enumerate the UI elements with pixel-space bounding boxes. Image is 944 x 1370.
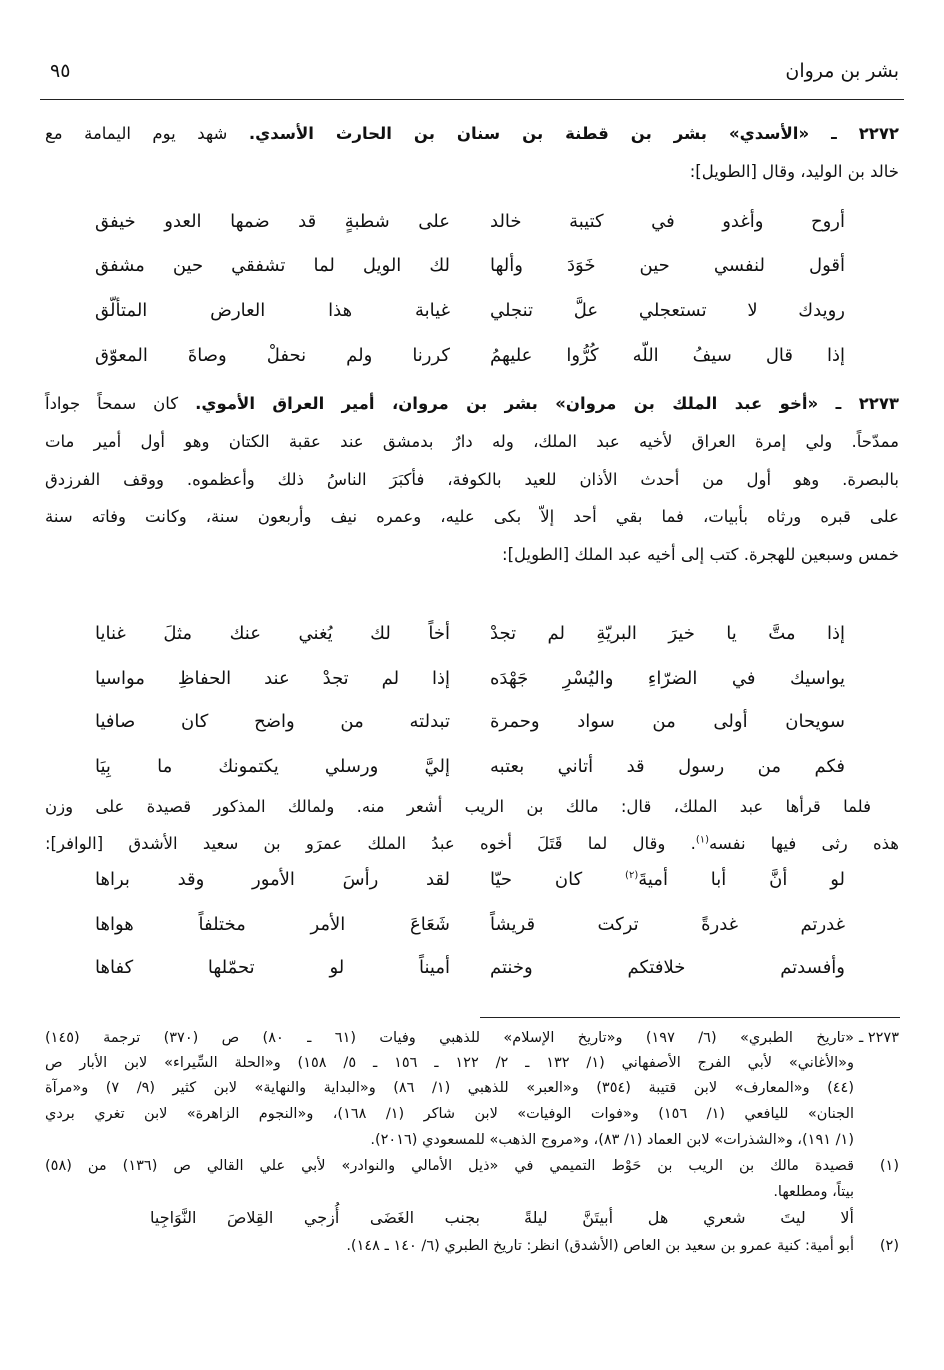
entry-text: . وقال لما قَتَلَ أخوه عبدُ الملك عمرَو بن سعيد الأشدق [الوافر]: xyxy=(45,834,696,853)
hemistich-second: أميناً لو تحمّلها كفاها xyxy=(95,957,450,978)
footnote-line: (٤٤) و«المعارف» لابن قتيبة (٣٥٤) و«العبر» للذهبي (١/ ٨٦) و«البداية والنهاية» لابن كثير (٩/ ٧) و«مرآة xyxy=(45,1080,854,1096)
verse xyxy=(95,668,845,689)
hemistich-first: غدرتم غدرةً تركت قريشاً xyxy=(490,914,845,935)
footnote-ref-2[interactable]: (٢) xyxy=(625,870,639,881)
footnote-line: و«الأغاني» لأبي الفرج الأصفهاني (١/ ١٣٢ ـ ٢/ ١٢٢ ـ ١٥٦ ـ ٥/ ١٥٨) و«الحلة السِّيراء» لابن الأبار ص xyxy=(45,1055,855,1071)
entry-text: شهد يوم اليمامة مع xyxy=(45,124,228,143)
footnote-rule xyxy=(480,1017,900,1018)
entry-heading: ٢٢٧٣ ـ «أخو عبد الملك بن مروان» بشر بن مروان، أمير العراق الأموي. xyxy=(195,394,900,413)
hemistich-second: لك الويل لما تشفقي حين مشفق xyxy=(95,255,450,276)
hemistich-first: أروح وأغدو في كتيبة خالد xyxy=(490,211,845,232)
entry-heading-line xyxy=(45,124,899,143)
running-title: بشر بن مروان xyxy=(785,60,899,82)
header-rule xyxy=(40,99,904,100)
footnote-line: «تاريخ الطبري» (٦/ ١٩٧) و«تاريخ الإسلام» للذهبي وفيات (٦١ ـ ٨٠) ص (٣٧٠) ترجمة (١٤٥) xyxy=(45,1030,854,1046)
hemistich-first: ألا ليتَ شعري هل أبيتَنَّ ليلةً xyxy=(524,1208,854,1227)
hemistich-second: إذا لم تجدْ عند الحفاظِ مواسيا xyxy=(95,668,450,689)
hemistich-text: كان حيّا xyxy=(490,869,583,890)
footnote-line: الجنان» لليافعي (١/ ١٥٦) و«فوات الوفيات» لابن شاكر (١/ ١٦٨)، و«النجوم الزاهرة» لابن تغري بردي xyxy=(45,1106,854,1122)
hemistich-first: رويدك لا تستعجلي علَّ تنجلي xyxy=(490,300,845,321)
entry-heading-line xyxy=(45,394,899,413)
footnote-line: أبو أمية: كنية عمرو بن سعيد بن العاص (الأشدق) انظر: تاريخ الطبري (٦/ ١٤٠ ـ ١٤٨). xyxy=(346,1238,854,1254)
hemistich-second: على شطبةٍ قد ضمها العدو خيفق xyxy=(95,211,450,232)
footnote-marker: (١) xyxy=(879,1158,899,1174)
verse xyxy=(95,957,845,978)
hemistich-text: لو أنَّ أبا أميةَ xyxy=(638,869,845,890)
hemistich-first: سويحان أولى من سواد وحمرة xyxy=(490,711,845,732)
hemistich-second: تبدلته من واضح كان صافيا xyxy=(95,711,450,732)
verse xyxy=(95,914,845,935)
verse xyxy=(95,756,845,777)
entry-text-line: خمس وسبعين للهجرة. كتب إلى أخيه عبد الملك [الطويل]: xyxy=(502,545,899,564)
hemistich-second: بجنب الغَضَى أُزجي القِلاصَ النَّوَاجِيا xyxy=(150,1208,480,1227)
entry-text: كان سمحاً جواداً xyxy=(45,394,179,413)
footnote-ref-1[interactable]: (١) xyxy=(695,834,710,846)
hemistich-first: فكم من رسول قد أتاني بعتبه xyxy=(490,756,845,777)
footnote-marker: (٢) xyxy=(879,1238,899,1254)
entry-text-line: على قبره ورثاه بأبيات، فما بقي أحد إلاّ بكى عليه، وعمره نيف وأربعون سنة، وكانت وفاته سنة xyxy=(45,507,899,526)
entry-text-line: بالبصرة. وهو أول من أحدث الأذان للعيد بالكوفة، فأكبَرَ الناسُ ذلك وأعظموه. ووقف الفرزدق xyxy=(45,470,899,489)
footnote-marker: ٢٢٧٣ ـ xyxy=(858,1030,899,1046)
hemistich-first: وأفسدتم خلافتكم وخنتم xyxy=(490,957,845,978)
verse xyxy=(95,300,845,321)
hemistich-first: يواسيك في الضرّاءِ واليُسْرِ جَهْدَه xyxy=(490,668,845,689)
footnote-line: بيتاً، ومطلعها. xyxy=(773,1184,854,1200)
page-number: ٩٥ xyxy=(50,60,71,82)
entry-text: هذه رثى فيها نفسه xyxy=(709,834,899,853)
footnote-line: (١/ ١٩١)، و«الشذرات» لابن العماد (١/ ٨٣)، و«مروج الذهب» للمسعودي (٢٠١٦). xyxy=(370,1132,854,1148)
hemistich-first: إذا قال سيفُ اللّه كُرُّوا عليهمُ xyxy=(490,345,845,366)
hemistich-first xyxy=(490,869,845,890)
verse xyxy=(95,211,845,232)
verse xyxy=(95,869,845,890)
verse xyxy=(95,255,845,276)
entry-text-line: فلما قرأها عبد الملك، قال: مالك بن الريب أشعر منه. ولمالك المذكور قصيدة على وزن xyxy=(45,797,871,816)
hemistich-second: كررنا ولم نحفلْ وصاةَ المعوّق xyxy=(95,345,450,366)
hemistich-second: غيابة هذا العارض المتألّق xyxy=(95,300,450,321)
entry-text-line: خالد بن الوليد، وقال [الطويل]: xyxy=(689,162,899,181)
hemistich-second: إليَّ ورسلي يكتمونك ما بِيَا xyxy=(95,756,450,777)
hemistich-second: شَعَاعَ الأمر مختلفاً هواها xyxy=(95,914,450,935)
hemistich-second: أخاً لك يُغني عنك مثلَ غنايا xyxy=(95,623,450,644)
hemistich-first: أقول لنفسي حين خَوَدَ وألها xyxy=(490,255,845,276)
entry-text-line xyxy=(45,834,899,853)
entry-text-line: ممدّحاً. ولي إمرة العراق لأخيه عبد الملك، وله دارٌ بدمشق عند عقبة الكتان وهو أول أمير مات xyxy=(45,432,899,451)
footnote-line: قصيدة مالك بن الريب بن حَوْط التميمي في «ذيل الأمالي والنوادر» لأبي علي القالي ص (١٣٦) من (٥٨) xyxy=(45,1158,855,1174)
verse xyxy=(95,345,845,366)
hemistich-second: لقد رأسَ الأمور وقد براها xyxy=(95,869,450,890)
entry-heading: ٢٢٧٢ ـ «الأسدي» بشر بن قطنة بن سنان بن الحارث الأسدي. xyxy=(248,124,900,143)
verse xyxy=(95,623,845,644)
verse xyxy=(95,711,845,732)
hemistich-first: إذا متَّ يا خيرَ البريّةِ لم تجدْ xyxy=(490,623,845,644)
footnote-verse xyxy=(150,1208,854,1227)
